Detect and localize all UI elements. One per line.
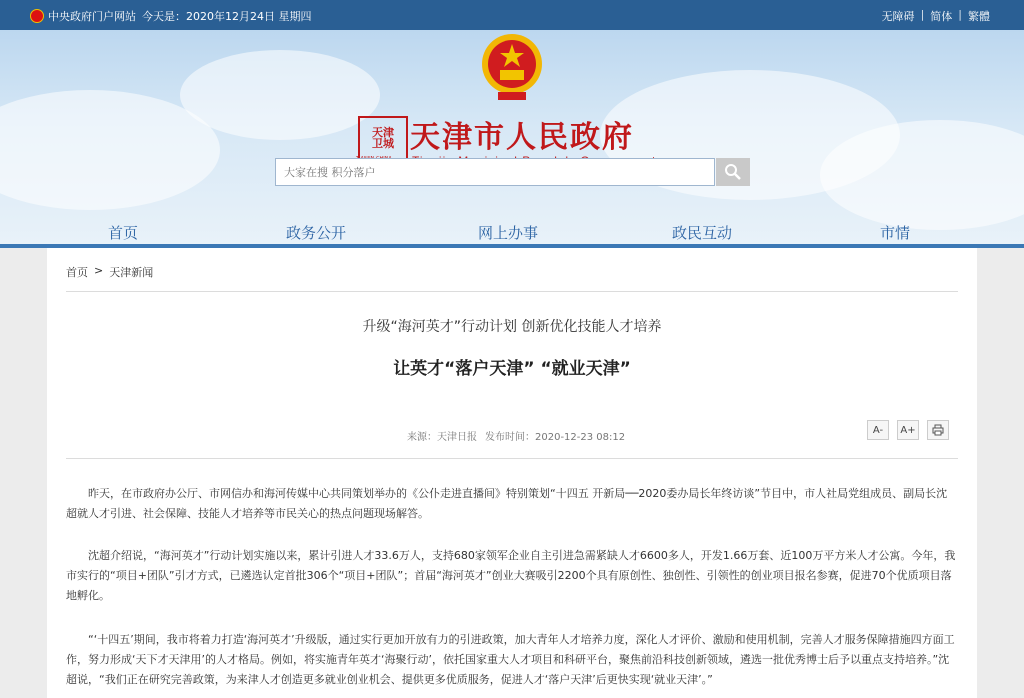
simplified-chinese-link[interactable]: 简体 — [930, 10, 953, 23]
nav-item-interaction[interactable]: 政民互动 — [672, 224, 733, 242]
nav-item-online-services[interactable]: 网上办事 — [478, 224, 539, 242]
font-decrease-icon: A- — [872, 424, 884, 436]
top-links — [882, 8, 990, 24]
breadcrumb — [66, 264, 153, 280]
nav-item-city-info[interactable]: 市情 — [880, 224, 911, 242]
article-paragraph: 昨天，在市政府办公厅、市网信办和海河传媒中心共同策划举办的《公仆走进直播间》特别策划“十四五 开新局──2020委办局长年终访谈”节目中，市人社局党组成员、副局长沈超就人才引进、社会保障、技能人才培养等市民关心的热点问题现场解答。 — [66, 487, 948, 520]
font-increase-icon: A+ — [900, 424, 916, 436]
stamp-text: 天津 — [372, 126, 394, 139]
portal-link[interactable] — [30, 8, 136, 24]
accessibility-link[interactable]: 无障碍 — [881, 10, 915, 23]
search-button[interactable] — [716, 158, 750, 186]
nav-item-home[interactable]: 首页 — [108, 224, 139, 242]
font-decrease-button[interactable] — [867, 420, 889, 440]
divider — [66, 458, 958, 459]
article-subtitle: 升级“海河英才”行动计划 创新优化技能人才培养 — [362, 319, 662, 335]
main-nav — [0, 212, 1024, 246]
divider: | — [920, 8, 925, 21]
article-tools — [867, 420, 949, 440]
article-paragraph: 沈超介绍说，“海河英才”行动计划实施以来，累计引进人才33.6万人，支持680家领军企业自主引进急需紧缺人才6600多人，开发1.66万套、近100万平方米人才公寓。今年，我市实行的“项目+团队”引才方式，已遴选认定首批306个“项目+团队”；首届“海河英才”创业大赛吸引2200个具有原创性、独创性、引领性的创业项目报名参赛，促进70个优质项目落地孵化。 — [66, 549, 956, 602]
article-meta — [407, 428, 625, 443]
divider — [66, 291, 958, 292]
top-bar — [0, 0, 1024, 30]
site-title: 天津市人民政府 — [410, 120, 634, 155]
font-increase-button[interactable] — [897, 420, 919, 440]
banner-cloud — [180, 50, 380, 140]
today-date: 今天是：2020年12月24日 星期四 — [142, 10, 312, 23]
article-container — [47, 248, 977, 698]
article-time: 发布时间：2020-12-23 08:12 — [485, 432, 626, 443]
article-paragraph: “‘十四五’期间，我市将着力打造‘海河英才’升级版，通过实行更加开放有力的引进政策，加大青年人才培养力度，深化人才评价、激励和使用机制，完善人才服务保障措施四方面工作，努力形成‘天下才天津用’的人才格局。例如，将实施青年英才‘海聚行动’，依托国家重大人才项目和科研平台，聚焦前沿科技创新领域，遴选一批优秀博士后予以重点支持培养。”沈超说，“我们正在研究完善政策，为来津人才创造更多就业创业机会、提供更多优质服务，促进人才‘落户天津’后更快实现‘就业天津’。” — [66, 633, 955, 686]
search-input[interactable] — [276, 159, 712, 185]
divider: | — [958, 8, 962, 21]
nav-item-government-affairs[interactable]: 政务公开 — [286, 224, 347, 242]
print-button[interactable] — [927, 420, 949, 440]
breadcrumb-current[interactable]: 天津新闻 — [109, 266, 154, 279]
tianjin-logo-stamp — [358, 116, 408, 160]
search-box — [275, 158, 715, 186]
breadcrumb-separator: > — [94, 264, 104, 277]
article-title: 让英才“落户天津” “就业天津” — [393, 359, 631, 379]
national-emblem-icon — [480, 32, 544, 102]
national-emblem-icon — [30, 9, 44, 23]
traditional-chinese-link[interactable]: 繁體 — [968, 10, 990, 23]
print-icon — [932, 424, 944, 436]
article-source: 来源：天津日报 — [407, 432, 477, 443]
stamp-text: 卫城 — [372, 137, 394, 150]
breadcrumb-home[interactable]: 首页 — [66, 266, 88, 279]
search-icon — [724, 163, 742, 181]
portal-link-label: 中央政府门户网站 — [48, 10, 136, 23]
